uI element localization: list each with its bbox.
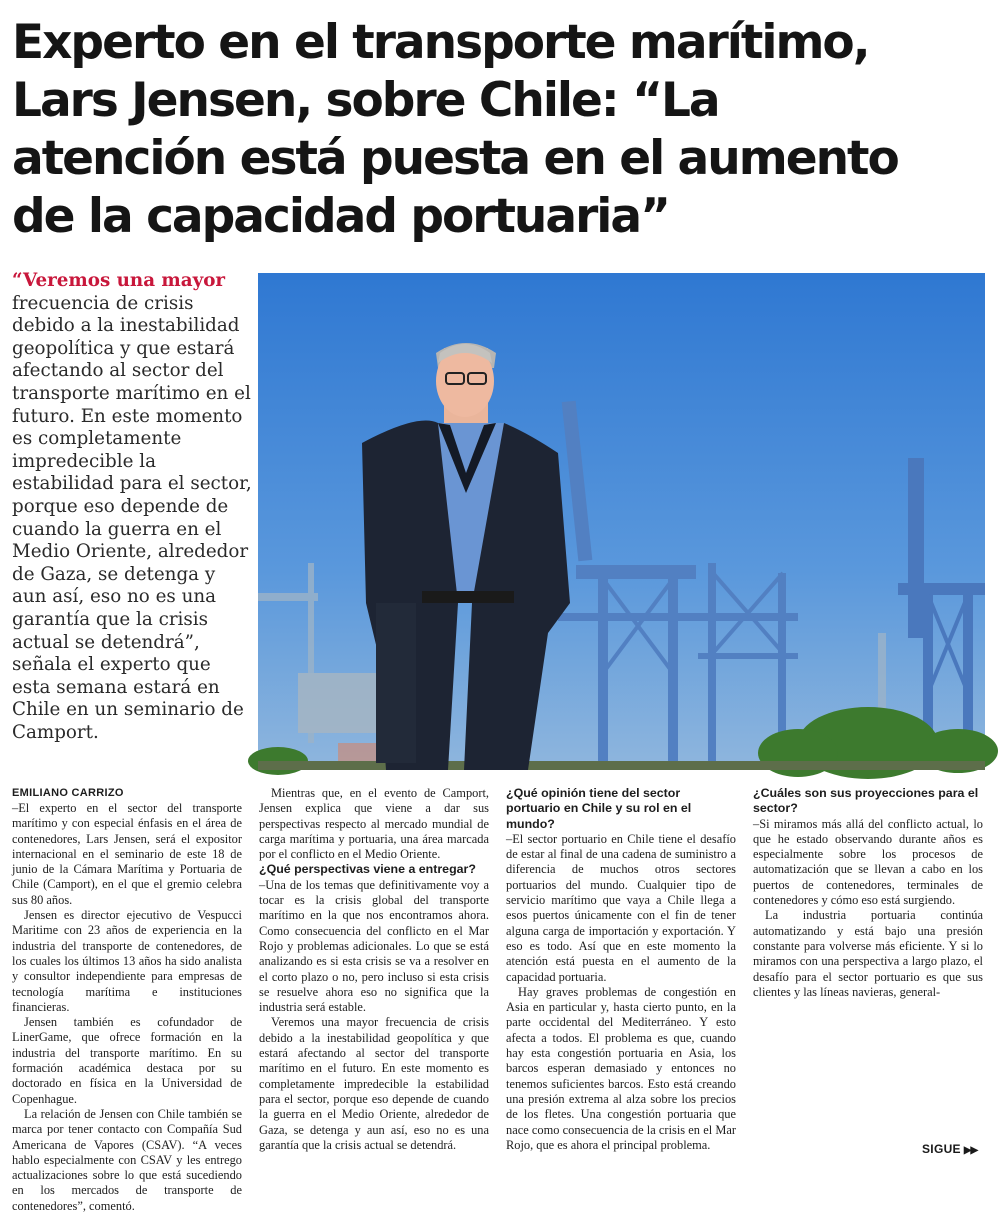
paragraph: Mientras que, en el evento de Camport, Jensen explica que viene a dar sus perspectivas respecto al mercado mundial de carga marítima y portuaria, una área marcada por el conflicto en el Medio Oriente. bbox=[259, 786, 489, 862]
interview-question: ¿Qué opinión tiene del sector portuario en Chile y su rol en el mundo? bbox=[506, 786, 692, 831]
interview-question: ¿Qué perspectivas viene a entregar? bbox=[259, 862, 476, 877]
byline: EMILIANO CARRIZO bbox=[12, 787, 124, 799]
continue-label: SIGUE bbox=[922, 1142, 961, 1156]
paragraph: Veremos una mayor frecuencia de crisis debido a la inestabilidad geopolítica y que estará afectando al sector del transporte marítimo en el futuro. En este momento es completamente impredecible la estabilidad para el sector, porque eso depende de cuando la guerra en el Medio Oriente, alrededor de Gaza, se detenga y aun así, eso no es una garantía que la crisis actual se detendrá. bbox=[259, 1015, 489, 1152]
article-photo bbox=[258, 273, 985, 770]
article-column-1 bbox=[12, 786, 242, 1213]
paragraph: –El sector portuario en Chile tiene el desafío de estar al final de una cadena de suministro a diferencia de muchos otros sectores portuarios del mundo. Cualquier tipo de servicio marítimo que vaya a Chile llega a esos puertos únicamente con el fin de tener alguna carga de importación y exportación. Y eso es todo. Así que en este momento la atención está puesta en el aumento de la capacidad portuaria. bbox=[506, 831, 736, 984]
pull-quote bbox=[12, 270, 252, 744]
paragraph: Jensen es director ejecutivo de Vespucci Maritime con 23 años de experiencia en la industria del transporte de contenedores, de los cuales los últimos 13 años ha sido analista y consultor independiente para empresas de tecnología marítima e instituciones financieras. bbox=[12, 908, 242, 1014]
headline: Experto en el transporte marítimo, Lars Jensen, sobre Chile: “La atención está puesta en el aumento de la capacidad portuaria” bbox=[12, 15, 898, 244]
article-column-4 bbox=[753, 786, 983, 1156]
paragraph: Jensen también es cofundador de LinerGame, que ofrece formación en la industria del transporte marítimo. En su formación académica destaca por su doctorado en física en la Universidad de Copenhague. bbox=[12, 1015, 242, 1106]
paragraph: La relación de Jensen con Chile también se marca por tener contacto con Compañía Sud Americana de Vapores (CSAV). “A veces hablo especialmente con CSAV y les entrego actualizaciones sobre lo que está sucediendo en los mercados de transporte de contenedores”, comentó. bbox=[12, 1106, 242, 1213]
interview-question: ¿Cuáles son sus proyecciones para el sector? bbox=[753, 786, 979, 816]
paragraph: Hay graves problemas de congestión en Asia en particular y, hasta cierto punto, en la parte occidental del Mediterráneo. Y esto afecta a todos. El problema es que, cuando hay esta congestión portuaria en Asia, los barcos esperan demasiado y entonces no tenemos suficientes barcos. Esto está creando una presión extrema al alza sobre los precios de los fletes. Una congestión portuaria que nace como consecuencia de la crisis en el Mar Rojo, que es ahora el principal problema. bbox=[506, 984, 736, 1152]
article-column-2 bbox=[259, 786, 489, 1156]
article-column-3 bbox=[506, 786, 736, 1156]
pull-quote-lead: “Veremos una mayor bbox=[12, 270, 226, 291]
continue-link[interactable] bbox=[922, 1142, 977, 1156]
paragraph: –Si miramos más allá del conflicto actual, lo que he estado observando durante años es especialmente sobre los procesos de automatización que se llevan a cabo en los puertos de contenedores, terminales de contenedores y cómo eso está surgiendo. bbox=[753, 816, 983, 908]
paragraph: –Una de los temas que definitivamente voy a tocar es la crisis global del transporte marítimo en la que nos encontramos ahora. Como consecuencia del conflicto en el Mar Rojo y problemas adicionales. Lo que se está analizando es si esta crisis se va a resolver en el corto plazo o no, pero incluso si esta crisis se resuelve ahora eso no significa que la industria será estable. bbox=[259, 877, 489, 1015]
paragraph: La industria portuaria continúa automatizando y está bajo una presión constante para volverse más eficiente. Y si lo miramos con una perspectiva a largo plazo, el desafío para el sector portuario es que sus clientes y las líneas navieras, general- bbox=[753, 908, 983, 999]
pull-quote-text: frecuencia de crisis debido a la inestabilidad geopolítica y que estará afectando al sector del transporte marítimo en el futuro. En este momento es completamente impredecible la estabilidad para el sector, porque eso depende de cuando la guerra en el Medio Oriente, alrededor de Gaza, se detenga y aun así, eso no es una garantía que la crisis actual se detendrá”, señala el experto que esta semana estará en Chile en un seminario de Camport. bbox=[12, 292, 252, 743]
paragraph: –El experto en el sector del transporte marítimo y con especial énfasis en el área de contenedores, Lars Jensen, será el expositor internacional en el seminario de este 18 de junio de la Cámara Marítima y Portuaria de Chile (Camport), en el que el gremio celebra sus 80 años. bbox=[12, 801, 242, 907]
double-arrow-right-icon: ▶▶ bbox=[963, 1145, 978, 1156]
